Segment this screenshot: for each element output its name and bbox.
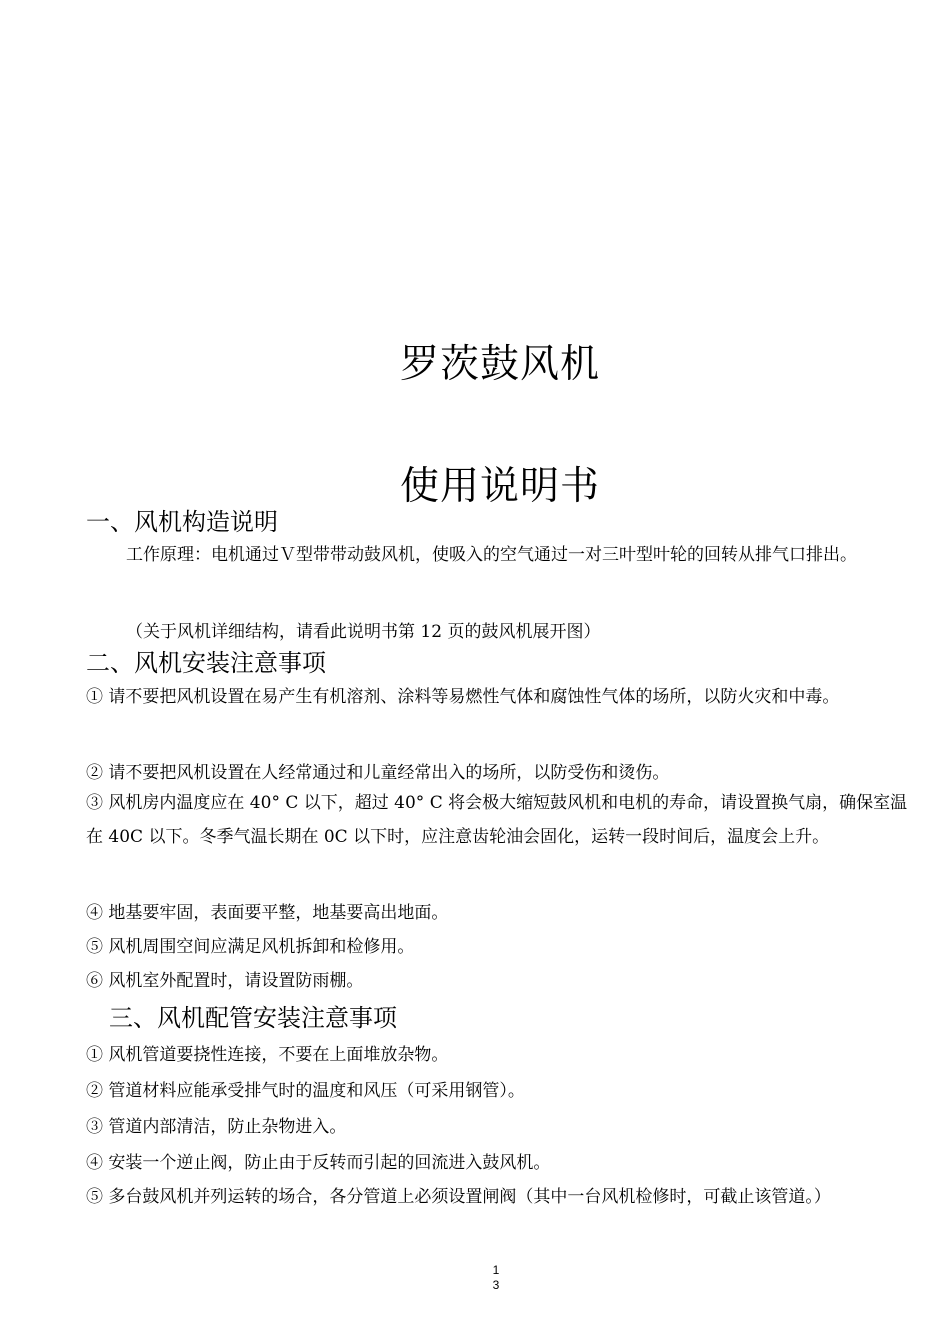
section-3-item-1: ① 风机管道要挠性连接，不要在上面堆放杂物。: [86, 1045, 449, 1065]
section-3-item-2: ② 管道材料应能承受排气时的温度和风压（可采用钢管）。: [86, 1081, 525, 1101]
section-2-item-4: ④ 地基要牢固，表面要平整，地基要高出地面。: [86, 903, 449, 923]
section-2-heading: 二、风机安装注意事项: [86, 649, 326, 677]
section-2-item-2: ② 请不要把风机设置在人经常通过和儿童经常出入的场所，以防受伤和烫伤。: [86, 763, 670, 783]
section-2-item-1: ① 请不要把风机设置在易产生有机溶剂、涂料等易燃性气体和腐蚀性气体的场所，以防火灾和中毒。: [86, 687, 840, 707]
page-number: 1: [492, 1263, 500, 1277]
section-3-item-3: ③ 管道内部清洁，防止杂物进入。: [86, 1117, 347, 1137]
section-1-principle: 工作原理：电机通过Ｖ型带带动鼓风机，使吸入的空气通过一对三叶型叶轮的回转从排气口排出。: [126, 545, 857, 565]
section-3-item-5: ⑤ 多台鼓风机并列运转的场合，各分管道上必须设置闸阀（其中一台风机检修时，可截止该管道。）: [86, 1187, 831, 1207]
document-subtitle: 使用说明书: [399, 464, 600, 509]
section-3-heading: 三、风机配管安装注意事项: [109, 1004, 397, 1032]
section-2-item-6: ⑥ 风机室外配置时，请设置防雨棚。: [86, 971, 364, 991]
page-total: 3: [492, 1278, 500, 1292]
section-2-item-3: ③ 风机房内温度应在 40° C 以下，超过 40° C 将会极大缩短鼓风机和电机的寿命，请设置换气扇，确保室温在 40C 以下。冬季气温长期在 0C 以下时，应注意齿轮油会固化，运转一段时间后，温度会上升。: [86, 793, 908, 847]
section-1-note: （关于风机详细结构，请看此说明书第 12 页的鼓风机展开图）: [126, 622, 601, 642]
document-title: 罗茨鼓风机: [399, 342, 600, 387]
section-3-item-4: ④ 安装一个逆止阀，防止由于反转而引起的回流进入鼓风机。: [86, 1153, 551, 1173]
section-1-heading: 一、风机构造说明: [86, 508, 278, 536]
section-2-item-5: ⑤ 风机周围空间应满足风机拆卸和检修用。: [86, 937, 415, 957]
